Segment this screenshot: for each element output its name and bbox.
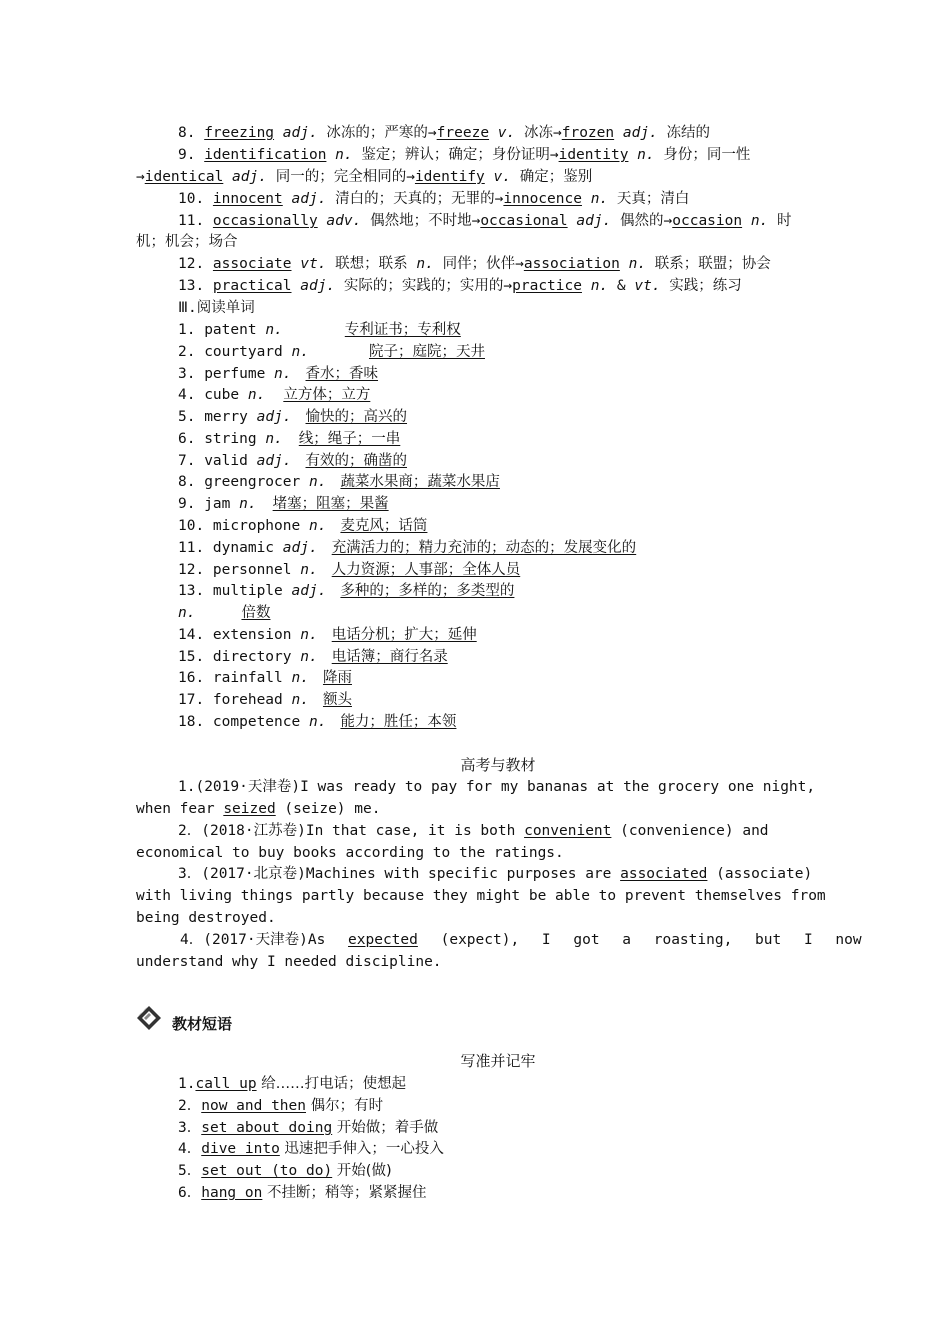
part-of-speech: n. <box>239 496 257 512</box>
reading-item <box>178 581 514 601</box>
part-of-speech: n. <box>308 474 327 490</box>
gaokao-answer: convenient <box>524 823 612 839</box>
vocab-line-11: 11. occasionally adv. 偶然地；不时地→occasional adj. 偶然的→occasion n. 时 <box>178 213 792 229</box>
reading-word: greengrocer <box>204 474 301 490</box>
phrase-number: 3． <box>178 1120 202 1136</box>
reading-answer: 电话簿；商行名录 <box>331 649 448 665</box>
diamond-section-icon <box>136 1005 162 1031</box>
reading-item <box>178 451 407 471</box>
vocab-line-12: 12. associate vt. 联想；联系 n. 同伴；伙伴→association n. 联系；联盟；协会 <box>178 256 771 272</box>
reading-word: extension <box>212 627 292 643</box>
reading-number: 3. <box>178 366 205 382</box>
phrase-text: dive into <box>201 1141 280 1157</box>
gaokao-answer: seized <box>223 801 276 817</box>
gaokao-item-1-line1: 1.(2019·天津卷)I was ready to pay for my bananas at the grocery one night, <box>178 779 816 795</box>
part-of-speech: adj. <box>291 583 327 599</box>
reading-item <box>178 364 378 384</box>
reading-number: 16. <box>178 670 213 686</box>
phrase-text: set about doing <box>201 1120 333 1136</box>
phrase-text: hang on <box>201 1185 263 1201</box>
vocab-line-9: 9. identification n. 鉴定；辨认；确定；身份证明→identity n. 身份；同一性 <box>178 147 751 163</box>
reading-item <box>178 647 448 667</box>
phrase-number: 1. <box>178 1076 196 1092</box>
reading-number: 8. <box>178 474 205 490</box>
reading-answer: 充满活力的；精力充沛的；动态的；发展变化的 <box>331 540 637 556</box>
reading-number: 12. <box>178 562 213 578</box>
part-of-speech: n. <box>300 627 318 643</box>
phrase-meaning: 迅速把手伸入；一心投入 <box>279 1141 444 1157</box>
reading-item <box>178 429 400 449</box>
gaokao-title: 高考与教材 <box>460 756 536 774</box>
reading-answer: 院子；庭院；天井 <box>368 344 485 360</box>
reading-answer: 电话分机；扩大；延伸 <box>331 627 477 643</box>
reading-header: Ⅲ.阅读单词 <box>178 300 255 316</box>
gaokao-item-1-line2: when fear seized (seize) me. <box>136 801 381 817</box>
phrase-item <box>178 1074 406 1094</box>
reading-answer: 能力；胜任；本领 <box>340 714 457 730</box>
gaokao-item-2-line1: 2．(2018·江苏卷)In that case, it is both convenient (convenience) and <box>178 823 769 839</box>
reading-word: competence <box>212 714 301 730</box>
reading-number: 9. <box>178 496 205 512</box>
reading-item <box>178 560 520 580</box>
reading-number: 7. <box>178 453 205 469</box>
reading-item <box>178 342 485 362</box>
reading-item <box>178 538 636 558</box>
phrase-item <box>178 1161 392 1181</box>
gaokao-item-3-line2: with living things partly because they might be able to prevent themselves from <box>136 888 826 904</box>
phrase-text: now and then <box>201 1098 306 1114</box>
reading-item <box>178 472 500 492</box>
reading-answer: 堵塞；阻塞；果酱 <box>272 496 389 512</box>
part-of-speech: n. <box>265 322 283 338</box>
section-title: 教材短语 <box>172 1015 233 1033</box>
reading-answer: 有效的；确凿的 <box>305 453 408 469</box>
part-of-speech: n. <box>291 670 309 686</box>
part-of-speech: adj. <box>256 453 292 469</box>
reading-number: 18. <box>178 714 213 730</box>
reading-word: courtyard <box>204 344 283 360</box>
gaokao-answer: associated <box>620 866 708 882</box>
reading-number: 15. <box>178 649 213 665</box>
reading-word: multiple <box>212 583 283 599</box>
reading-word: merry <box>204 409 248 425</box>
part-of-speech: n. <box>247 387 266 403</box>
part-of-speech: n. <box>300 562 318 578</box>
reading-word: cube <box>204 387 240 403</box>
reading-answer: 专利证书；专利权 <box>344 322 461 338</box>
part-of-speech: n. <box>308 518 327 534</box>
phrase-number: 6． <box>178 1185 202 1201</box>
reading-word: patent <box>204 322 257 338</box>
part-of-speech: n. <box>291 692 309 708</box>
reading-item <box>178 625 477 645</box>
reading-word: rainfall <box>212 670 283 686</box>
reading-item <box>178 494 389 514</box>
phrase-number: 5． <box>178 1163 202 1179</box>
reading-item <box>178 668 352 688</box>
vocab-line-9-cont: →identical adj. 同一的；完全相同的→identify v. 确定；鉴别 <box>136 169 593 185</box>
reading-answer: 蔬菜水果商；蔬菜水果店 <box>340 474 500 490</box>
reading-word: dynamic <box>212 540 275 556</box>
reading-word: directory <box>212 649 292 665</box>
part-of-speech: n. <box>308 714 327 730</box>
phrase-number: 4． <box>178 1141 202 1157</box>
gaokao-item-2-line2: economical to buy books according to the ratings. <box>136 845 564 861</box>
reading-word: jam <box>204 496 231 512</box>
reading-answer: 香水；香味 <box>305 366 379 382</box>
gaokao-answer: expected <box>348 932 418 948</box>
gaokao-item-3-line3: being destroyed. <box>136 910 276 926</box>
reading-word: microphone <box>212 518 301 534</box>
phrase-meaning: 开始(做) <box>332 1163 392 1179</box>
reading-item <box>178 690 352 710</box>
phrases-title: 写准并记牢 <box>460 1052 536 1070</box>
phrase-number: 2． <box>178 1098 202 1114</box>
reading-number: 6. <box>178 431 205 447</box>
phrase-item <box>178 1118 438 1138</box>
reading-item <box>178 320 461 340</box>
part-of-speech: adj. <box>256 409 292 425</box>
reading-answer: 人力资源；人事部；全体人员 <box>331 562 521 578</box>
reading-answer: 线；绳子；一串 <box>298 431 401 447</box>
phrase-item <box>178 1139 444 1159</box>
phrase-item <box>178 1096 383 1116</box>
vocab-word: freezing <box>204 125 275 141</box>
reading-word: forehead <box>212 692 283 708</box>
gaokao-item-3-line1: 3．(2017·北京卷)Machines with specific purposes are associated (associate) <box>178 866 813 882</box>
phrase-meaning: 给……打电话；使想起 <box>256 1076 407 1092</box>
reading-answer: 立方体；立方 <box>283 387 371 403</box>
phrase-item <box>178 1183 426 1203</box>
phrase-meaning: 不挂断；稍等；紧紧握住 <box>262 1185 427 1201</box>
reading-number: 11. <box>178 540 213 556</box>
reading-item <box>178 516 427 536</box>
reading-word: personnel <box>212 562 292 578</box>
reading-item <box>178 385 370 405</box>
reading-number: 1. <box>178 322 205 338</box>
reading-word: perfume <box>204 366 266 382</box>
reading-answer: 愉快的；高兴的 <box>305 409 408 425</box>
gaokao-item-4-line1: 4．(2017·天津卷)As expected (expect), I got a roasting, but I now <box>180 932 862 948</box>
part-of-speech: n. <box>265 431 283 447</box>
vocab-line-8: 8. freezing adj. 冰冻的；严寒的→freeze v. 冰冻→frozen adj. 冻结的 <box>178 125 711 141</box>
part-of-speech: n. <box>291 344 309 360</box>
reading-number: 10. <box>178 518 213 534</box>
reading-answer: 额头 <box>322 692 352 708</box>
gaokao-item-4-line2: understand why I needed discipline. <box>136 954 442 970</box>
reading-answer: 麦克风；话筒 <box>340 518 428 534</box>
reading-item <box>178 603 270 623</box>
vocab-line-11-cont: 机；机会；场合 <box>136 234 238 250</box>
reading-item <box>178 407 407 427</box>
reading-answer: 降雨 <box>322 670 352 686</box>
reading-word: string <box>204 431 257 447</box>
part-of-speech: n. <box>274 366 292 382</box>
reading-item <box>178 712 456 732</box>
reading-answer: 多种的；多样的；多类型的 <box>340 583 515 599</box>
part-of-speech: n. <box>178 605 196 621</box>
phrase-meaning: 偶尔；有时 <box>306 1098 384 1114</box>
reading-number: 14. <box>178 627 213 643</box>
reading-number: 13. <box>178 583 213 599</box>
reading-number: 2. <box>178 344 205 360</box>
reading-number: 4. <box>178 387 205 403</box>
reading-answer: 倍数 <box>241 605 271 621</box>
part-of-speech: adj. <box>282 540 318 556</box>
vocab-line-13: 13. practical adj. 实际的；实践的；实用的→practice n. & vt. 实践；练习 <box>178 278 742 294</box>
part-of-speech: n. <box>300 649 318 665</box>
reading-number: 5. <box>178 409 205 425</box>
phrase-text: set out (to do) <box>201 1163 333 1179</box>
phrase-text: call up <box>195 1076 257 1092</box>
reading-word: valid <box>204 453 248 469</box>
vocab-line-10: 10. innocent adj. 清白的；天真的；无罪的→innocence n. 天真；清白 <box>178 191 690 207</box>
phrase-meaning: 开始做；着手做 <box>332 1120 439 1136</box>
reading-number: 17. <box>178 692 213 708</box>
